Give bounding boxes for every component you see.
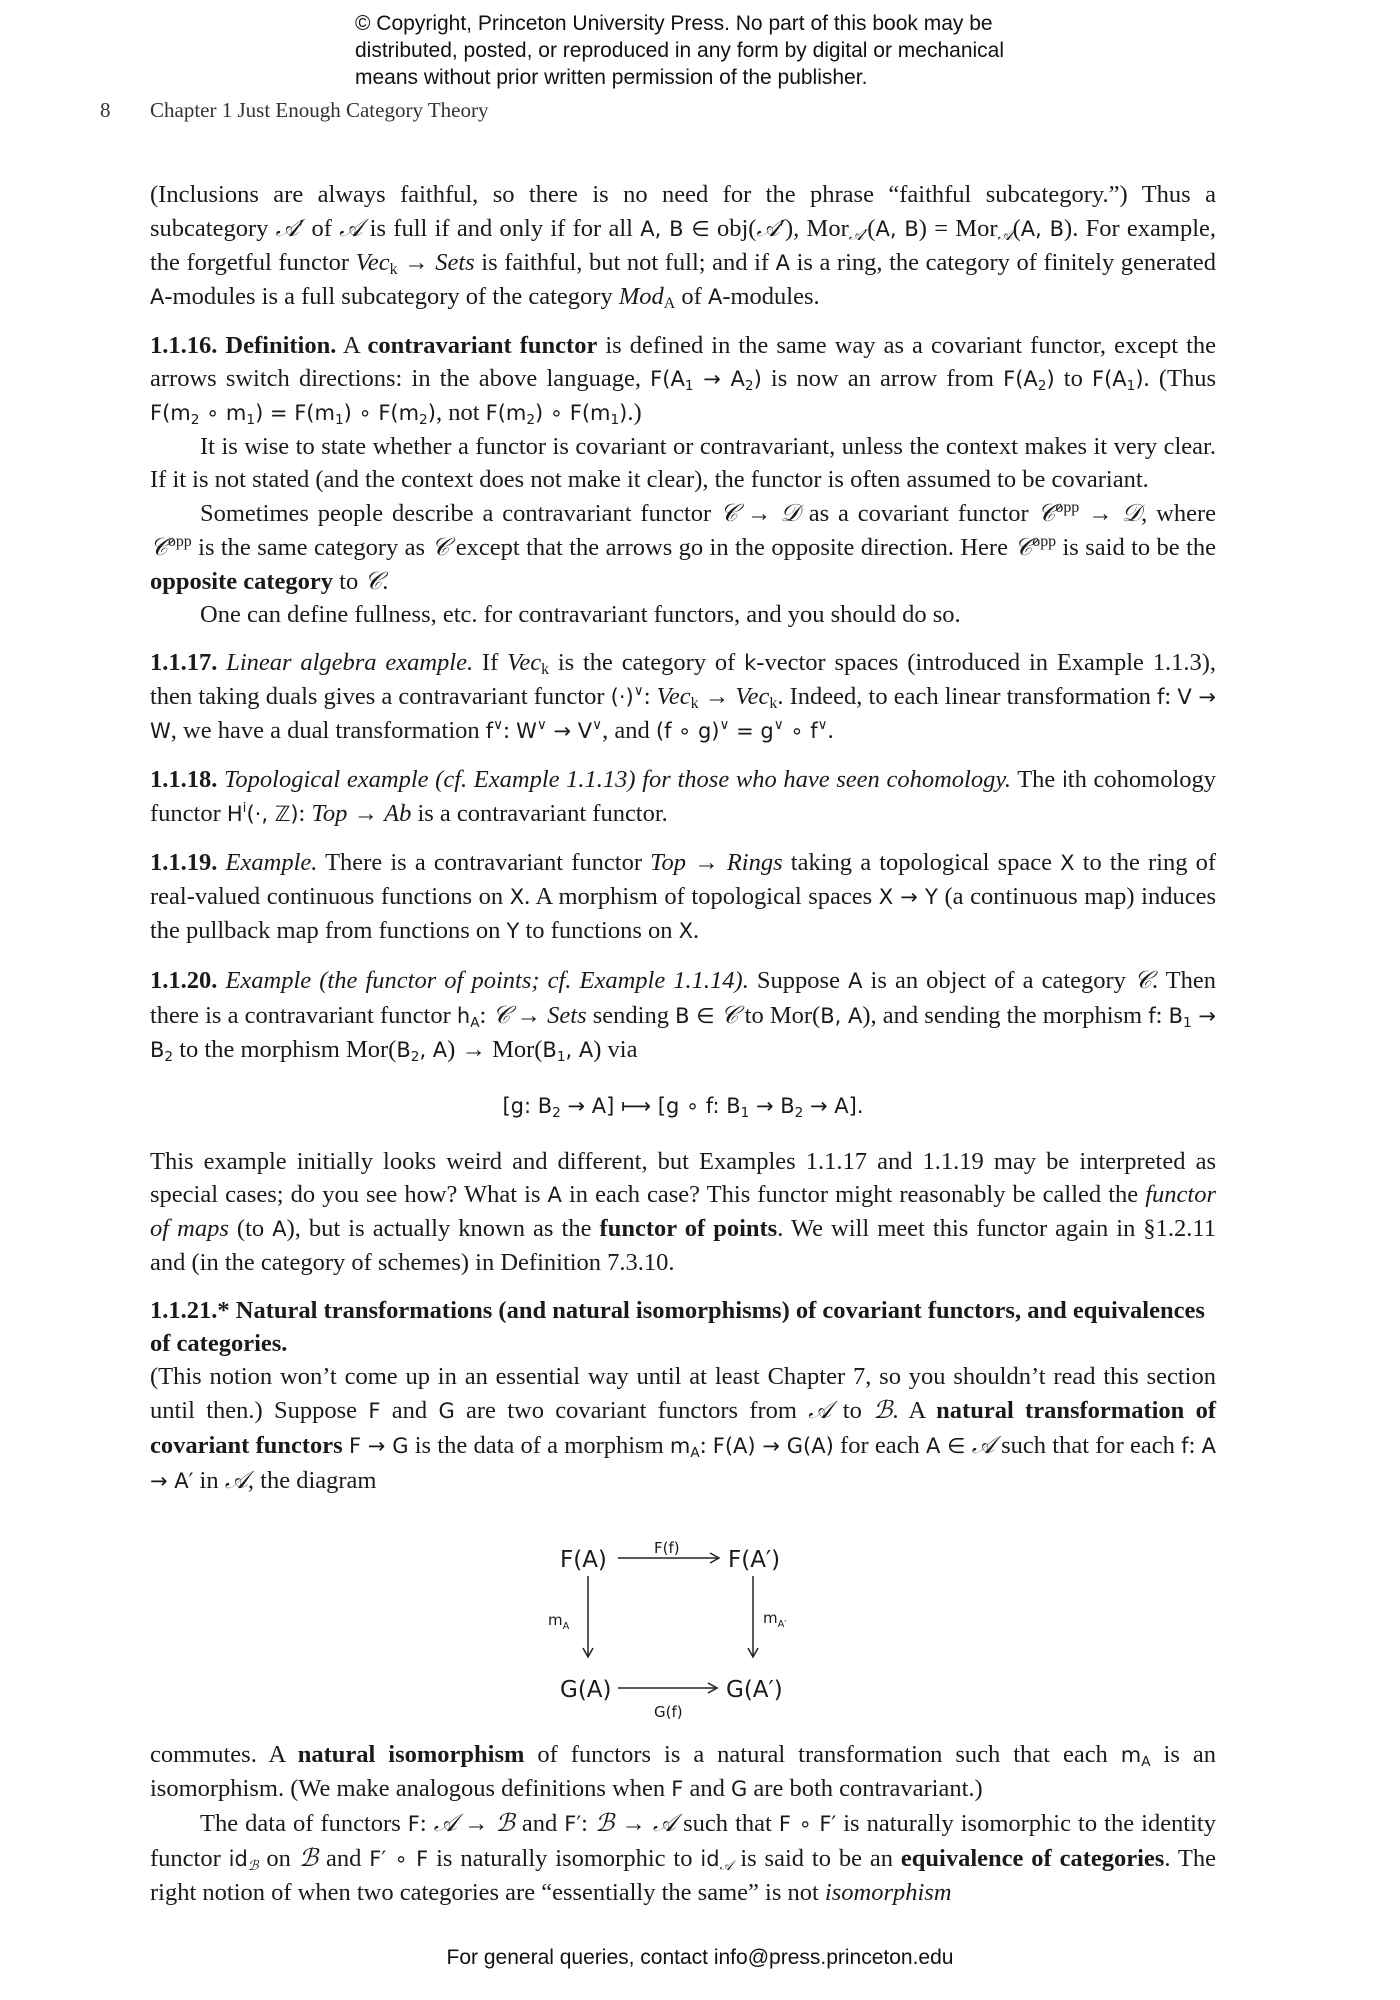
node-bottom-left: G(A)	[560, 1677, 612, 1703]
paragraph: Sometimes people describe a contravariant functor 𝒞 → 𝒟 as a covariant functor 𝒞$^{opp}$ → 𝒟, where 𝒞$^{opp}$ is the same category as 𝒞 except that the arrows go in the opposite direction. Here 𝒞$^{opp}$ is said to be the opposite category to 𝒞.	[150, 498, 1217, 595]
paragraph: commutes. A natural isomorphism of functors is a natural transformation such that each $m_A$ is an isomorphism. (We make analogous definitions when F and G are both contravariant.)	[150, 1741, 1216, 1802]
section-1-1-21-heading	[150, 1294, 1216, 1360]
example-1-1-20: 1.1.20. Example (the functor of points; cf. Example 1.1.14). Suppose A is an object of a category 𝒞. Then there is a contravariant functor $h_A$: 𝒞 → Sets sending B ∈ 𝒞 to Mor(B, A), and sending the morphism f: $B_1 \to B_2$ to the morphism $Mor(B_2$, $A) \to Mor(B_1$, A) via	[150, 965, 1217, 1065]
paragraph: (This notion won’t come up in an essential way until at least Chapter 7, so you shouldn’t read this section until then.) Suppose F and G are two covariant functors from 𝒜 to ℬ. A natural transformation of covariant functors F → G is the data of a morphism $m_A$: F(A) → G(A) for each A ∈ 𝒜 such that for each f: A → A′ in 𝒜, the diagram	[150, 1363, 1217, 1494]
copyright-notice	[355, 10, 1004, 91]
page-number: 8	[100, 98, 111, 122]
definition-1-1-16: 1.1.16. Definition. A contravariant functor is defined in the same way as a covariant functor, except the arrows switch directions: in the above language, $F(A_1 \to A_2)$ is now an arrow from $F(A_2)$ to $F(A_1)$. (Thus $F(m_2$ ∘ $m_1) = F(m_1)$ ∘ $F(m_2)$, not $F(m_2)$ ∘ $F(m_1)$.)	[150, 332, 1216, 428]
paragraph: (Inclusions are always faithful, so there is no need for the phrase “faithful subcategory.”) Thus a subcategory 𝒜′ of 𝒜 is full if and only if for all A, B ∈ obj(𝒜′), Mor$_{𝒜'}$(A, B) = Mor$_𝒜$(A, B). For example, the forgetful functor Vec$_k$ → Sets is faithful, but not full; and if A is a ring, the category of finitely generated A-modules is a full subcategory of the category Mod$_A$ of A-modules.	[150, 181, 1217, 312]
paragraph: The data of functors F: 𝒜 → ℬ and F′: ℬ → 𝒜 such that F ∘ F′ is naturally isomorphic to the identity functor $id_ℬ$ on ℬ and F′ ∘ F is naturally isomorphic to $id_𝒜$ is said to be an equivalence of categories. The right notion of when two categories are “essentially the same” is not isomorphism	[150, 1808, 1216, 1906]
label-bottom-arrow: G(f)	[654, 1703, 683, 1721]
section-number: 1.1.18.	[150, 766, 218, 793]
section-title: Linear algebra example.	[226, 649, 474, 676]
node-bottom-right: G(A′)	[726, 1677, 783, 1703]
label-left-arrow: $m_A$	[548, 1611, 570, 1632]
section-title: Example (the functor of points; cf. Example 1.1.14).	[225, 967, 749, 994]
section-number: 1.1.16.	[150, 332, 218, 359]
node-top-left: F(A)	[560, 1547, 607, 1573]
label-top-arrow: F(f)	[654, 1539, 680, 1557]
page-body	[150, 178, 1216, 1909]
section-title: Topological example (cf. Example 1.1.13) for those who have seen cohomology.	[224, 766, 1011, 793]
display-equation: [g: $B_2 \to A$] ⟼ [g ∘ f: $B_1 \to B_2 \to A$].	[502, 1094, 864, 1121]
paragraph: It is wise to state whether a functor is covariant or contravariant, unless the context makes it very clear. If it is not stated (and the context does not make it clear), the functor is often assumed to be covariant.	[150, 433, 1216, 493]
paragraph: One can define fullness, etc. for contravariant functors, and you should do so.	[200, 601, 961, 628]
commutative-diagram	[518, 1516, 848, 1726]
copyright-line: means without prior written permission of the publisher.	[355, 66, 868, 89]
section-title: Example.	[225, 849, 318, 876]
example-1-1-19: 1.1.19. Example. There is a contravariant functor Top → Rings taking a topological space X to the ring of real-valued continuous functions on X. A morphism of topological spaces X → Y (a continuous map) induces the pullback map from functions on Y to functions on X.	[150, 849, 1217, 944]
section-number: 1.1.17.	[150, 649, 218, 676]
copyright-line: © Copyright, Princeton University Press. No part of this book may be	[355, 12, 993, 35]
section-title: Definition.	[225, 332, 337, 359]
chapter-title: Chapter 1 Just Enough Category Theory	[150, 98, 489, 122]
section-number: 1.1.21.*	[150, 1297, 230, 1324]
copyright-line: distributed, posted, or reproduced in any form by digital or mechanical	[355, 39, 1005, 62]
paragraph: This example initially looks weird and different, but Examples 1.1.17 and 1.1.19 may be interpreted as special cases; do you see how? What is A in each case? This functor might reasonably be called the functor of maps (to A), but is actually known as the functor of points. We will meet this functor again in §1.2.11 and (in the category of schemes) in Definition 7.3.10.	[150, 1148, 1216, 1276]
example-1-1-18: 1.1.18. Topological example (cf. Example 1.1.13) for those who have seen cohomology. The ith cohomology functor $H^i(\cdot$, ℤ): Top → Ab is a contravariant functor.	[150, 766, 1217, 827]
section-number: 1.1.19.	[150, 849, 218, 876]
section-number: 1.1.20.	[150, 967, 218, 994]
footer-contact: For general queries, contact info@press.princeton.edu	[446, 1946, 954, 1969]
section-title: Natural transformations (and natural isomorphisms) of covariant functors, and equivalences of categories.	[150, 1297, 1205, 1357]
running-head	[100, 98, 488, 123]
label-right-arrow: $m_{A'}$	[763, 1609, 787, 1630]
example-1-1-17: 1.1.17. Linear algebra example. If Vec$_k$ is the category of k-vector spaces (introduced in Example 1.1.3), then taking duals gives a contravariant functor (·)∨: Vec$_k$ → Vec$_k$. Indeed, to each linear transformation f: V → W, we have a dual transformation f∨: W∨ → V∨, and (f ∘ g)∨ = g∨ ∘ f∨.	[150, 649, 1217, 744]
node-top-right: F(A′)	[728, 1547, 781, 1573]
